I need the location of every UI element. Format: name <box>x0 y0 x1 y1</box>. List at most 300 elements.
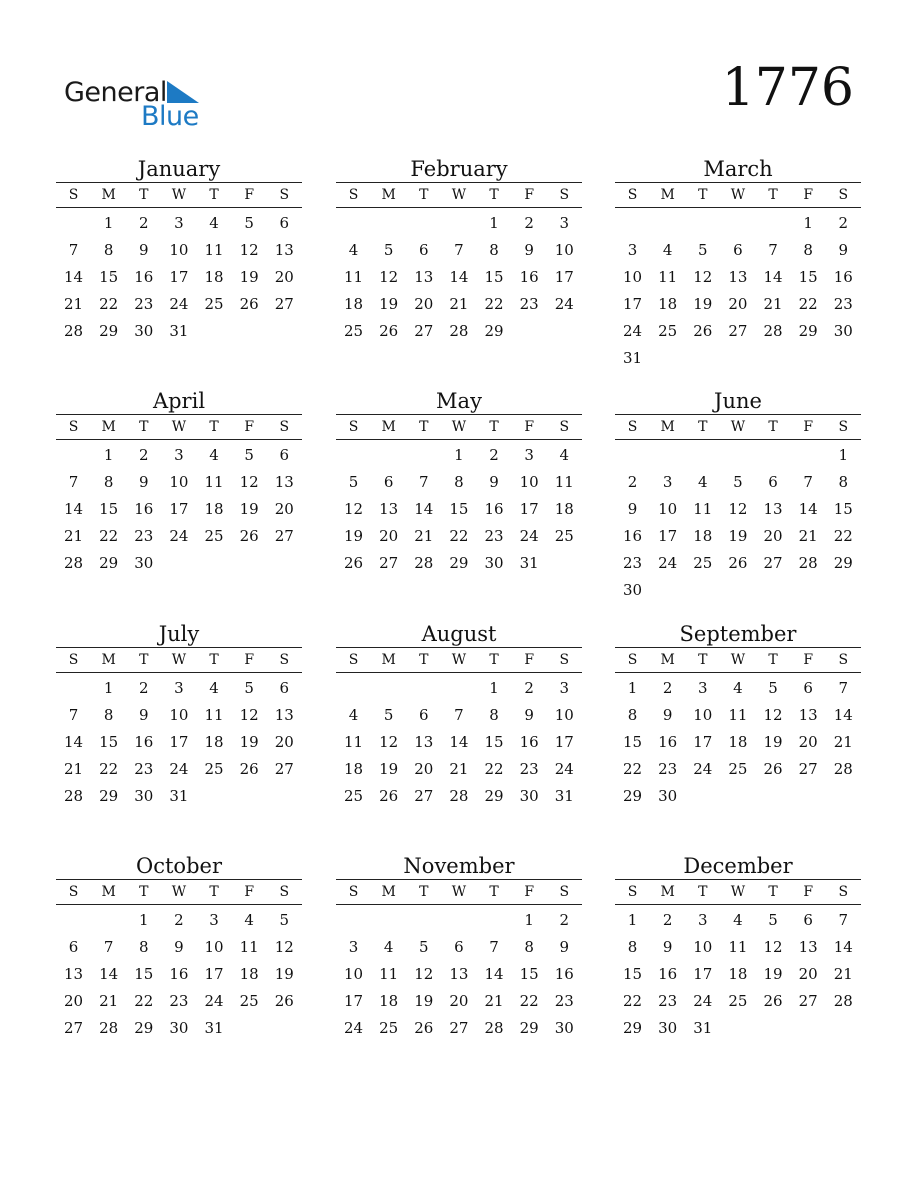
day-cell: 30 <box>623 581 643 599</box>
day-cell: 28 <box>64 787 84 805</box>
general-blue-logo <box>64 76 214 136</box>
weekday-label: S <box>559 419 570 435</box>
logo-word-general: General <box>64 77 167 108</box>
month-name: December <box>683 854 793 878</box>
day-cell: 26 <box>763 760 783 778</box>
day-cell: 21 <box>414 527 434 545</box>
day-cell: 20 <box>274 733 294 751</box>
month-july <box>56 621 302 810</box>
day-cell: 31 <box>623 349 643 367</box>
weekday-label: T <box>209 652 219 668</box>
day-cell: 31 <box>204 1019 224 1037</box>
day-cell: 16 <box>623 527 643 545</box>
day-cell: 24 <box>169 295 189 313</box>
day-cell: 9 <box>559 938 570 956</box>
day-cell: 19 <box>763 965 783 983</box>
day-cell: 19 <box>763 733 783 751</box>
weekday-label: F <box>803 187 814 203</box>
day-cell: 16 <box>134 500 154 518</box>
day-cell: 14 <box>449 268 469 286</box>
day-cell: 5 <box>698 241 708 259</box>
day-cell: 19 <box>239 500 259 518</box>
day-cell: 23 <box>134 295 154 313</box>
weekday-header <box>336 182 582 208</box>
day-cell: 8 <box>489 241 499 259</box>
day-cell: 29 <box>134 1019 154 1037</box>
day-cell: 29 <box>798 322 818 340</box>
day-cell: 15 <box>134 965 154 983</box>
day-cell: 15 <box>833 500 853 518</box>
day-cell: 17 <box>169 500 189 518</box>
day-cell: 21 <box>833 733 853 751</box>
day-cell: 20 <box>274 268 294 286</box>
day-cell: 6 <box>733 241 743 259</box>
day-cell: 24 <box>344 1019 364 1037</box>
weekday-label: T <box>489 884 499 900</box>
day-cell: 3 <box>662 473 673 491</box>
day-cell: 12 <box>239 241 259 259</box>
month-name: July <box>158 622 200 646</box>
day-cell: 21 <box>449 295 469 313</box>
day-cell: 28 <box>798 554 818 572</box>
day-cell: 12 <box>763 706 783 724</box>
day-cell: 25 <box>658 322 678 340</box>
day-cell: 17 <box>204 965 224 983</box>
day-cell: 3 <box>627 241 638 259</box>
day-cell: 12 <box>239 473 259 491</box>
weekday-label: S <box>559 187 570 203</box>
day-cell: 7 <box>103 938 114 956</box>
day-cell: 16 <box>519 268 539 286</box>
day-cell: 11 <box>204 473 224 491</box>
day-cell: 19 <box>379 295 399 313</box>
day-cell: 6 <box>454 938 464 956</box>
day-cell: 30 <box>134 554 154 572</box>
empty-day-cell <box>56 907 91 934</box>
weekday-label: S <box>559 884 570 900</box>
weekday-label: W <box>171 419 187 435</box>
weekday-label: W <box>171 884 187 900</box>
day-cell: 29 <box>623 1019 643 1037</box>
empty-day-cell <box>56 442 91 469</box>
empty-day-cell <box>720 210 755 237</box>
day-cell: 27 <box>414 322 434 340</box>
day-cell: 3 <box>174 446 184 464</box>
day-cell: 2 <box>489 446 499 464</box>
day-cell: 29 <box>99 554 119 572</box>
day-grid <box>336 208 582 345</box>
weekday-label: M <box>101 652 116 668</box>
weekday-label: T <box>768 187 778 203</box>
day-cell: 29 <box>623 787 643 805</box>
day-cell: 22 <box>99 760 119 778</box>
weekday-label: S <box>348 884 359 900</box>
empty-day-cell <box>615 442 650 469</box>
day-cell: 22 <box>99 527 119 545</box>
day-cell: 4 <box>733 911 743 929</box>
day-cell: 27 <box>449 1019 469 1037</box>
day-cell: 30 <box>833 322 853 340</box>
day-cell: 25 <box>728 992 748 1010</box>
month-name: April <box>152 389 206 413</box>
day-cell: 18 <box>204 733 224 751</box>
month-february <box>336 156 582 345</box>
day-cell: 1 <box>103 679 114 697</box>
weekday-label: S <box>348 419 359 435</box>
day-cell: 13 <box>798 706 818 724</box>
weekday-label: W <box>730 884 746 900</box>
day-cell: 19 <box>728 527 748 545</box>
day-cell: 24 <box>554 760 574 778</box>
day-cell: 18 <box>658 295 678 313</box>
day-cell: 11 <box>204 706 224 724</box>
empty-day-cell <box>441 907 476 934</box>
day-cell: 2 <box>662 679 673 697</box>
weekday-header <box>615 414 861 440</box>
day-cell: 9 <box>524 241 534 259</box>
day-cell: 21 <box>763 295 783 313</box>
day-cell: 10 <box>554 241 574 259</box>
day-cell: 21 <box>64 295 84 313</box>
day-cell: 18 <box>728 965 748 983</box>
day-cell: 30 <box>484 554 504 572</box>
weekday-label: M <box>381 187 396 203</box>
day-cell: 19 <box>344 527 364 545</box>
month-october <box>56 853 302 1042</box>
day-cell: 9 <box>662 706 673 724</box>
weekday-label: T <box>139 652 149 668</box>
day-cell: 7 <box>68 473 79 491</box>
day-cell: 4 <box>209 214 219 232</box>
weekday-label: T <box>139 187 149 203</box>
day-cell: 26 <box>344 554 364 572</box>
weekday-label: W <box>730 187 746 203</box>
day-cell: 23 <box>134 527 154 545</box>
day-cell: 3 <box>174 214 184 232</box>
day-cell: 2 <box>838 214 849 232</box>
day-cell: 16 <box>169 965 189 983</box>
day-cell: 15 <box>99 268 119 286</box>
day-cell: 6 <box>803 911 813 929</box>
day-cell: 9 <box>524 706 534 724</box>
day-cell: 24 <box>554 295 574 313</box>
day-cell: 28 <box>449 322 469 340</box>
weekday-label: S <box>627 652 638 668</box>
year-title: 1776 <box>721 58 854 118</box>
day-cell: 4 <box>698 473 708 491</box>
day-cell: 20 <box>728 295 748 313</box>
empty-day-cell <box>91 907 126 934</box>
day-cell: 26 <box>379 787 399 805</box>
day-cell: 13 <box>414 733 434 751</box>
day-cell: 13 <box>379 500 399 518</box>
day-cell: 22 <box>798 295 818 313</box>
day-cell: 8 <box>139 938 149 956</box>
day-cell: 4 <box>209 679 219 697</box>
day-cell: 30 <box>658 787 678 805</box>
day-cell: 15 <box>99 500 119 518</box>
day-cell: 21 <box>64 760 84 778</box>
day-cell: 15 <box>798 268 818 286</box>
weekday-label: T <box>139 884 149 900</box>
day-cell: 25 <box>693 554 713 572</box>
day-cell: 10 <box>623 268 643 286</box>
day-cell: 27 <box>763 554 783 572</box>
day-cell: 18 <box>204 500 224 518</box>
day-cell: 13 <box>798 938 818 956</box>
day-cell: 7 <box>68 706 79 724</box>
day-cell: 20 <box>798 733 818 751</box>
day-cell: 18 <box>379 992 399 1010</box>
day-grid <box>615 905 861 1042</box>
day-cell: 17 <box>623 295 643 313</box>
weekday-label: F <box>524 884 535 900</box>
day-cell: 14 <box>64 268 84 286</box>
empty-day-cell <box>685 210 720 237</box>
day-cell: 7 <box>489 938 499 956</box>
day-cell: 1 <box>627 911 638 929</box>
day-cell: 15 <box>99 733 119 751</box>
day-cell: 21 <box>449 760 469 778</box>
day-cell: 26 <box>239 527 259 545</box>
month-may <box>336 388 582 577</box>
day-cell: 8 <box>103 241 114 259</box>
weekday-label: S <box>627 884 638 900</box>
day-cell: 16 <box>484 500 504 518</box>
weekday-label: M <box>660 419 675 435</box>
month-name: September <box>679 622 797 646</box>
empty-day-cell <box>406 907 441 934</box>
day-cell: 2 <box>174 911 184 929</box>
day-cell: 1 <box>838 446 849 464</box>
day-cell: 14 <box>64 733 84 751</box>
day-cell: 24 <box>623 322 643 340</box>
day-cell: 5 <box>348 473 359 491</box>
day-cell: 24 <box>693 992 713 1010</box>
day-cell: 6 <box>768 473 778 491</box>
weekday-label: T <box>419 884 429 900</box>
weekday-label: W <box>451 884 467 900</box>
day-cell: 29 <box>99 322 119 340</box>
day-cell: 10 <box>204 938 224 956</box>
weekday-label: M <box>381 884 396 900</box>
day-cell: 23 <box>658 992 678 1010</box>
day-cell: 27 <box>64 1019 84 1037</box>
day-cell: 20 <box>414 295 434 313</box>
day-cell: 23 <box>519 760 539 778</box>
weekday-label: S <box>68 884 79 900</box>
month-name: February <box>410 157 508 181</box>
weekday-label: T <box>419 187 429 203</box>
month-name: May <box>436 389 482 413</box>
day-cell: 13 <box>449 965 469 983</box>
day-cell: 1 <box>627 679 638 697</box>
day-cell: 14 <box>763 268 783 286</box>
day-cell: 11 <box>239 938 259 956</box>
day-cell: 2 <box>559 911 570 929</box>
weekday-label: T <box>419 652 429 668</box>
day-cell: 28 <box>414 554 434 572</box>
day-cell: 4 <box>559 446 570 464</box>
day-cell: 17 <box>693 965 713 983</box>
weekday-header <box>336 647 582 673</box>
day-cell: 14 <box>798 500 818 518</box>
day-cell: 22 <box>623 992 643 1010</box>
day-cell: 11 <box>344 733 364 751</box>
day-cell: 30 <box>169 1019 189 1037</box>
day-cell: 14 <box>833 938 853 956</box>
day-cell: 25 <box>204 527 224 545</box>
day-cell: 13 <box>274 241 294 259</box>
day-cell: 24 <box>693 760 713 778</box>
day-cell: 10 <box>519 473 539 491</box>
day-cell: 3 <box>559 679 570 697</box>
weekday-label: T <box>489 187 499 203</box>
weekday-label: M <box>101 187 116 203</box>
day-cell: 18 <box>239 965 259 983</box>
day-cell: 22 <box>623 760 643 778</box>
weekday-label: W <box>171 187 187 203</box>
day-cell: 11 <box>658 268 678 286</box>
day-cell: 27 <box>414 787 434 805</box>
day-cell: 1 <box>489 214 499 232</box>
day-cell: 8 <box>524 938 534 956</box>
month-november <box>336 853 582 1042</box>
day-cell: 7 <box>838 679 849 697</box>
day-cell: 8 <box>838 473 849 491</box>
day-cell: 9 <box>139 241 149 259</box>
day-cell: 14 <box>64 500 84 518</box>
day-cell: 10 <box>169 706 189 724</box>
day-cell: 6 <box>279 679 290 697</box>
empty-day-cell <box>371 907 406 934</box>
day-cell: 25 <box>344 787 364 805</box>
day-grid <box>336 440 582 577</box>
weekday-label: F <box>803 652 814 668</box>
day-cell: 25 <box>379 1019 399 1037</box>
day-cell: 19 <box>379 760 399 778</box>
day-cell: 26 <box>274 992 294 1010</box>
day-cell: 21 <box>833 965 853 983</box>
day-cell: 18 <box>728 733 748 751</box>
day-cell: 31 <box>519 554 539 572</box>
weekday-header <box>56 647 302 673</box>
day-cell: 12 <box>414 965 434 983</box>
day-cell: 5 <box>419 938 429 956</box>
day-cell: 25 <box>554 527 574 545</box>
month-january <box>56 156 302 345</box>
day-cell: 27 <box>728 322 748 340</box>
empty-day-cell <box>371 675 406 702</box>
day-cell: 10 <box>658 500 678 518</box>
day-cell: 29 <box>833 554 853 572</box>
day-cell: 12 <box>693 268 713 286</box>
empty-day-cell <box>406 210 441 237</box>
day-cell: 2 <box>139 446 149 464</box>
day-cell: 29 <box>484 322 504 340</box>
day-cell: 2 <box>139 679 149 697</box>
day-cell: 10 <box>169 473 189 491</box>
day-cell: 14 <box>484 965 504 983</box>
day-cell: 10 <box>693 938 713 956</box>
day-cell: 1 <box>103 214 114 232</box>
day-cell: 5 <box>768 679 778 697</box>
day-cell: 15 <box>623 965 643 983</box>
weekday-label: S <box>627 187 638 203</box>
day-cell: 5 <box>733 473 743 491</box>
day-cell: 10 <box>344 965 364 983</box>
day-cell: 26 <box>693 322 713 340</box>
day-cell: 9 <box>838 241 849 259</box>
day-cell: 26 <box>239 760 259 778</box>
day-cell: 7 <box>803 473 813 491</box>
weekday-label: T <box>209 884 219 900</box>
day-cell: 20 <box>449 992 469 1010</box>
day-cell: 4 <box>348 706 359 724</box>
day-cell: 11 <box>379 965 399 983</box>
day-cell: 8 <box>803 241 813 259</box>
day-cell: 19 <box>239 733 259 751</box>
day-cell: 2 <box>524 214 534 232</box>
weekday-label: F <box>244 884 255 900</box>
day-cell: 26 <box>414 1019 434 1037</box>
day-cell: 23 <box>623 554 643 572</box>
weekday-label: T <box>489 419 499 435</box>
day-cell: 11 <box>204 241 224 259</box>
day-cell: 6 <box>279 446 290 464</box>
day-cell: 1 <box>103 446 114 464</box>
weekday-label: S <box>279 187 290 203</box>
empty-day-cell <box>756 210 791 237</box>
weekday-label: F <box>524 419 535 435</box>
day-cell: 6 <box>803 679 813 697</box>
day-cell: 25 <box>204 295 224 313</box>
day-cell: 5 <box>383 241 394 259</box>
weekday-header <box>56 879 302 905</box>
day-cell: 6 <box>419 706 429 724</box>
day-cell: 24 <box>519 527 539 545</box>
day-cell: 21 <box>484 992 504 1010</box>
day-grid <box>56 673 302 810</box>
day-cell: 29 <box>484 787 504 805</box>
day-cell: 9 <box>627 500 638 518</box>
weekday-label: S <box>68 419 79 435</box>
day-cell: 17 <box>554 268 574 286</box>
day-cell: 25 <box>344 322 364 340</box>
day-cell: 13 <box>414 268 434 286</box>
weekday-label: S <box>838 187 849 203</box>
day-cell: 11 <box>344 268 364 286</box>
day-cell: 9 <box>489 473 499 491</box>
day-cell: 12 <box>239 706 259 724</box>
weekday-label: T <box>698 419 708 435</box>
day-cell: 20 <box>414 760 434 778</box>
weekday-label: S <box>348 652 359 668</box>
day-cell: 23 <box>134 760 154 778</box>
day-cell: 28 <box>64 554 84 572</box>
day-cell: 23 <box>833 295 853 313</box>
day-cell: 20 <box>763 527 783 545</box>
day-cell: 8 <box>489 706 499 724</box>
day-cell: 30 <box>134 787 154 805</box>
day-cell: 23 <box>658 760 678 778</box>
day-cell: 24 <box>169 760 189 778</box>
day-grid <box>56 905 302 1042</box>
day-cell: 8 <box>627 706 638 724</box>
day-cell: 28 <box>64 322 84 340</box>
day-cell: 24 <box>658 554 678 572</box>
day-cell: 2 <box>627 473 638 491</box>
